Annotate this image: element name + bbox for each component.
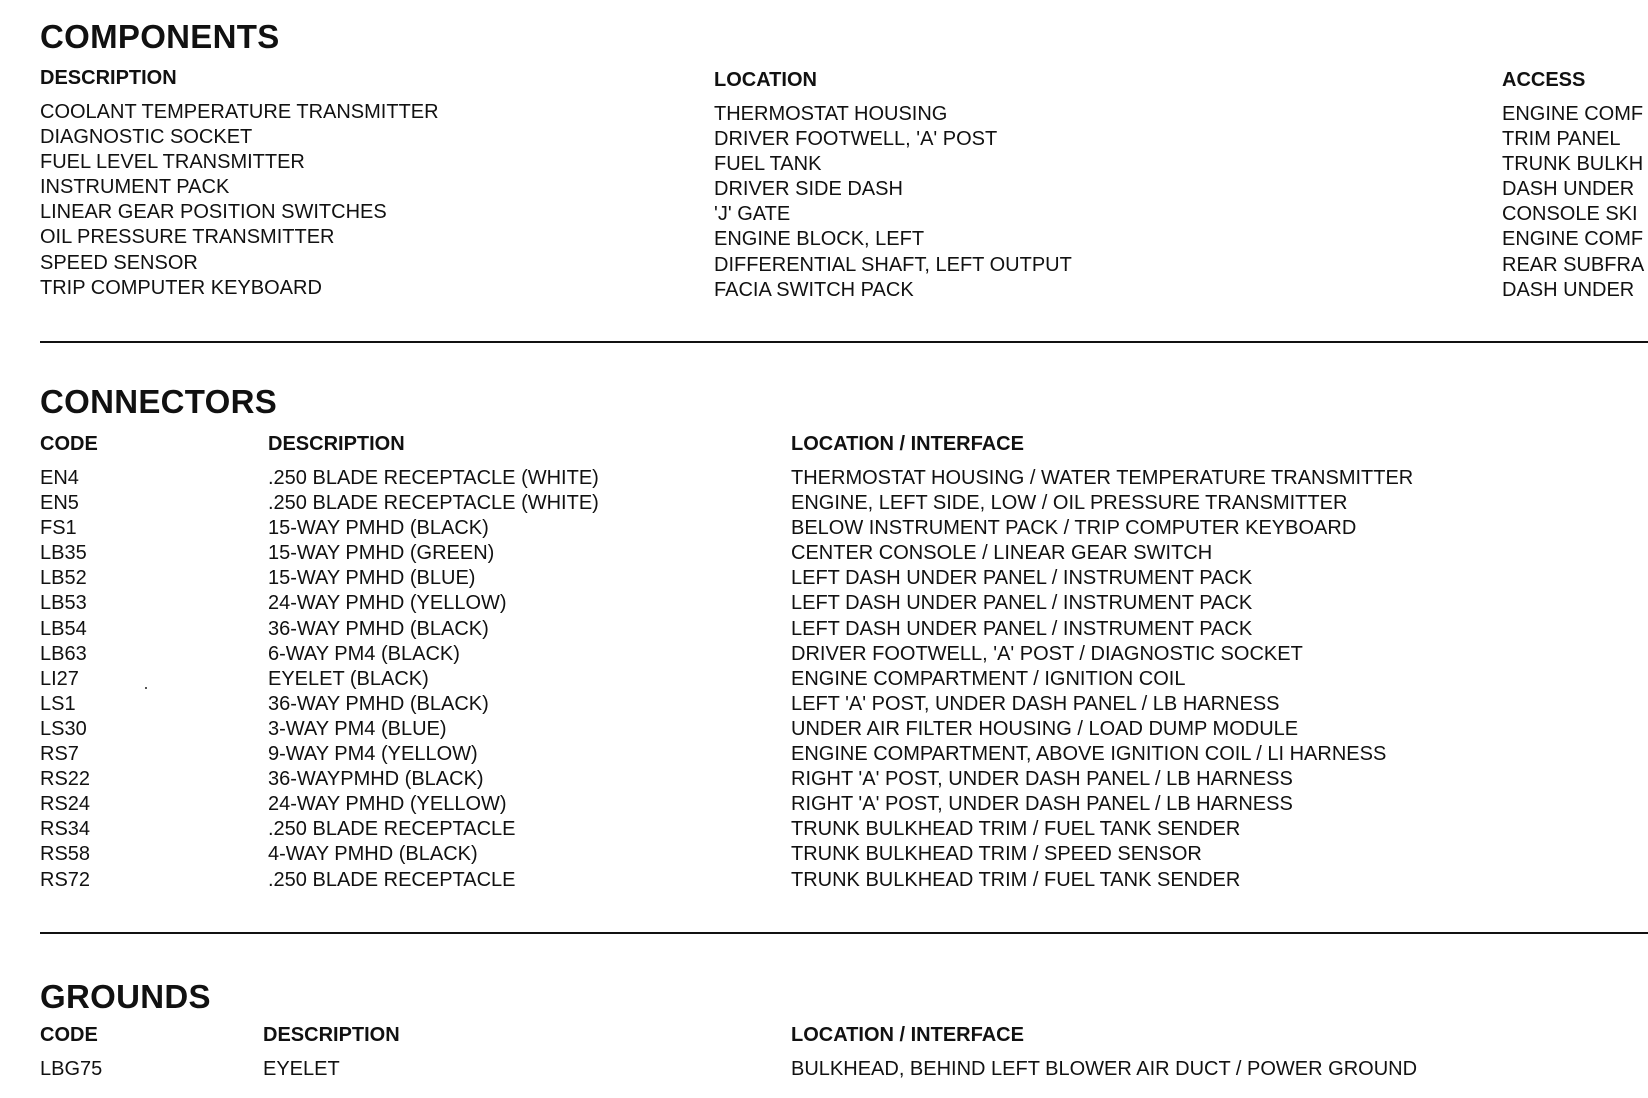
connectors-code-cell: FS1 (40, 517, 77, 540)
connectors-description-cell: 36-WAY PMHD (BLACK) (268, 617, 489, 640)
components-location-cell: FACIA SWITCH PACK (714, 278, 914, 301)
connectors-location-header: LOCATION / INTERFACE (791, 433, 1024, 455)
connectors-code-cell: RS7 (40, 743, 79, 766)
grounds-code-header: CODE (40, 1024, 98, 1046)
components-access-cell: ENGINE COMF (1502, 228, 1644, 251)
connectors-location-cell: UNDER AIR FILTER HOUSING / LOAD DUMP MODULE (791, 717, 1299, 740)
components-description-cell: TRIP COMPUTER KEYBOARD (40, 276, 322, 299)
section-divider (40, 932, 1648, 934)
connectors-code-cell: LB53 (40, 592, 87, 615)
components-location-column (714, 70, 1072, 303)
connectors-title: CONNECTORS (40, 383, 278, 420)
components-description-cell: LINEAR GEAR POSITION SWITCHES (40, 201, 387, 224)
connectors-description-cell: 6-WAY PM4 (BLACK) (268, 642, 460, 665)
components-title: COMPONENTS (40, 18, 280, 55)
connectors-location-cell: TRUNK BULKHEAD TRIM / SPEED SENSOR (791, 843, 1202, 866)
connectors-description-cell: 15-WAY PMHD (BLUE) (268, 567, 476, 590)
connectors-description-cell: 36-WAY PMHD (BLACK) (268, 692, 489, 715)
connectors-location-cell: ENGINE, LEFT SIDE, LOW / OIL PRESSURE TRANSMITTER (791, 492, 1348, 515)
connectors-code-cell: LB63 (40, 642, 87, 665)
connectors-location-cell: CENTER CONSOLE / LINEAR GEAR SWITCH (791, 542, 1213, 565)
connectors-location-cell: ENGINE COMPARTMENT, ABOVE IGNITION COIL / LI HARNESS (791, 743, 1387, 766)
connectors-description-cell: 15-WAY PMHD (BLACK) (268, 517, 489, 540)
connectors-code-cell: LB52 (40, 567, 87, 590)
connectors-location-column (791, 434, 1413, 893)
components-location-cell: DRIVER FOOTWELL, 'A' POST (714, 128, 998, 151)
connectors-location-cell: THERMOSTAT HOUSING / WATER TEMPERATURE TRANSMITTER (791, 467, 1414, 489)
components-description-cell: FUEL LEVEL TRANSMITTER (40, 151, 305, 174)
connectors-code-cell: LS30 (40, 717, 87, 740)
connectors-code-cell: RS22 (40, 768, 91, 791)
grounds-title: GROUNDS (40, 978, 211, 1015)
connectors-location-cell: RIGHT 'A' POST, UNDER DASH PANEL / LB HARNESS (791, 793, 1293, 816)
connectors-description-cell: 9-WAY PM4 (YELLOW) (268, 743, 478, 766)
components-description-header: DESCRIPTION (40, 67, 177, 89)
components-access-cell: ENGINE COMF (1502, 103, 1644, 125)
connectors-location-cell: DRIVER FOOTWELL, 'A' POST / DIAGNOSTIC SOCKET (791, 642, 1303, 665)
connectors-description-cell: 3-WAY PM4 (BLUE) (268, 717, 447, 740)
connectors-description-header: DESCRIPTION (268, 433, 405, 455)
components-description-cell: INSTRUMENT PACK (40, 176, 230, 199)
components-location-cell: DRIVER SIDE DASH (714, 178, 903, 201)
connectors-location-cell: LEFT DASH UNDER PANEL / INSTRUMENT PACK (791, 617, 1253, 640)
connectors-description-cell: 24-WAY PMHD (YELLOW) (268, 793, 507, 816)
grounds-description-column (263, 1025, 400, 1082)
components-access-cell: REAR SUBFRA (1502, 253, 1645, 276)
components-location-cell: DIFFERENTIAL SHAFT, LEFT OUTPUT (714, 253, 1072, 276)
connectors-description-cell: 15-WAY PMHD (GREEN) (268, 542, 495, 565)
components-location-header: LOCATION (714, 69, 817, 91)
components-access-cell: TRIM PANEL (1502, 128, 1621, 151)
components-description-cell: OIL PRESSURE TRANSMITTER (40, 226, 335, 249)
components-location-cell: THERMOSTAT HOUSING (714, 103, 948, 125)
components-location-cell: FUEL TANK (714, 153, 822, 176)
components-access-cell: DASH UNDER (1502, 278, 1635, 301)
grounds-location-cell: BULKHEAD, BEHIND LEFT BLOWER AIR DUCT / POWER GROUND (791, 1058, 1418, 1080)
connectors-code-header: CODE (40, 433, 98, 455)
connectors-code-cell: LS1 (40, 692, 76, 715)
connectors-location-cell: LEFT 'A' POST, UNDER DASH PANEL / LB HARNESS (791, 692, 1280, 715)
connectors-description-cell: EYELET (BLACK) (268, 667, 429, 690)
connectors-location-cell: ENGINE COMPARTMENT / IGNITION COIL (791, 667, 1186, 690)
connectors-description-cell: 4-WAY PMHD (BLACK) (268, 843, 478, 866)
connectors-code-cell: RS72 (40, 868, 91, 891)
components-location-cell: ENGINE BLOCK, LEFT (714, 228, 925, 251)
connectors-location-cell: RIGHT 'A' POST, UNDER DASH PANEL / LB HARNESS (791, 768, 1293, 791)
connectors-location-cell: TRUNK BULKHEAD TRIM / FUEL TANK SENDER (791, 818, 1241, 841)
connectors-code-cell: RS24 (40, 793, 91, 816)
grounds-code-column (40, 1025, 102, 1082)
grounds-location-column (791, 1025, 1417, 1082)
connectors-code-cell: LB54 (40, 617, 87, 640)
scan-speck (145, 687, 147, 689)
connectors-location-cell: TRUNK BULKHEAD TRIM / FUEL TANK SENDER (791, 868, 1241, 891)
connectors-description-column (268, 434, 599, 893)
connectors-description-cell: 24-WAY PMHD (YELLOW) (268, 592, 507, 615)
connectors-code-cell: LI27 (40, 667, 79, 690)
connectors-location-cell: LEFT DASH UNDER PANEL / INSTRUMENT PACK (791, 592, 1253, 615)
connectors-description-cell: .250 BLADE RECEPTACLE (WHITE) (268, 492, 599, 515)
components-access-column (1502, 70, 1644, 303)
grounds-description-header: DESCRIPTION (263, 1024, 400, 1046)
components-access-cell: TRUNK BULKH (1502, 153, 1644, 176)
components-description-column (40, 68, 439, 301)
components-access-cell: DASH UNDER (1502, 178, 1635, 201)
connectors-code-cell: RS34 (40, 818, 91, 841)
connectors-location-cell: BELOW INSTRUMENT PACK / TRIP COMPUTER KEYBOARD (791, 517, 1357, 540)
section-divider (40, 341, 1648, 343)
connectors-code-column (40, 434, 98, 893)
components-access-cell: CONSOLE SKI (1502, 203, 1638, 226)
components-description-cell: COOLANT TEMPERATURE TRANSMITTER (40, 101, 439, 123)
grounds-code-cell: LBG75 (40, 1058, 103, 1080)
grounds-description-cell: EYELET (263, 1058, 340, 1080)
components-access-header: ACCESS (1502, 69, 1586, 91)
connectors-code-cell: EN5 (40, 492, 79, 515)
components-description-cell: SPEED SENSOR (40, 251, 198, 274)
connectors-description-cell: .250 BLADE RECEPTACLE (268, 818, 516, 841)
connectors-description-cell: 36-WAYPMHD (BLACK) (268, 768, 484, 791)
connectors-description-cell: .250 BLADE RECEPTACLE (268, 868, 516, 891)
grounds-location-header: LOCATION / INTERFACE (791, 1024, 1024, 1046)
connectors-code-cell: RS58 (40, 843, 91, 866)
connectors-description-cell: .250 BLADE RECEPTACLE (WHITE) (268, 467, 599, 489)
connectors-code-cell: LB35 (40, 542, 87, 565)
components-description-cell: DIAGNOSTIC SOCKET (40, 126, 253, 149)
components-location-cell: 'J' GATE (714, 203, 791, 226)
connectors-code-cell: EN4 (40, 467, 79, 489)
connectors-location-cell: LEFT DASH UNDER PANEL / INSTRUMENT PACK (791, 567, 1253, 590)
